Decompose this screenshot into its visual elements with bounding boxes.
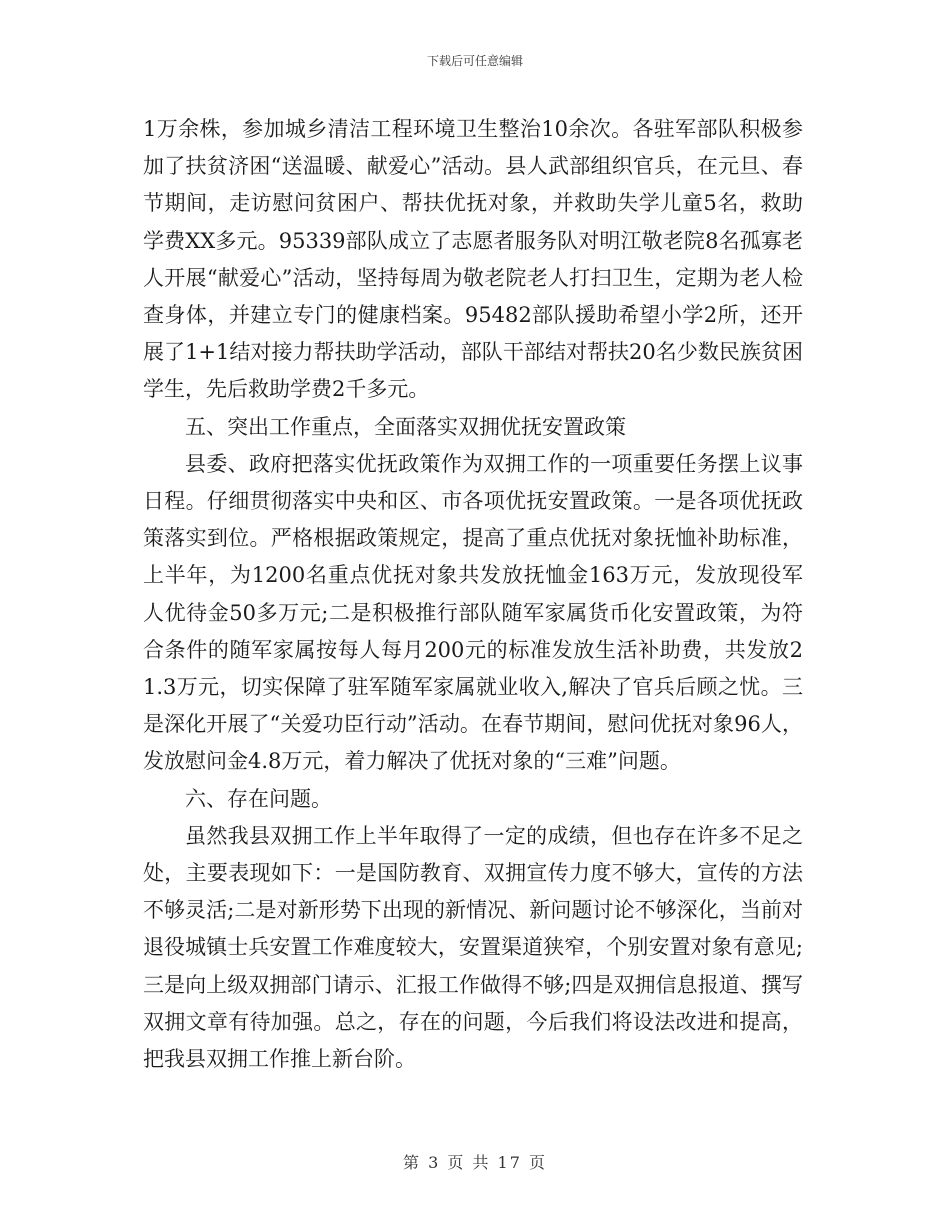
paragraph-continuation: 1万余株，参加城乡清洁工程环境卫生整治10余次。各驻军部队积极参加了扶贫济困“送温暖、献爱心”活动。县人武部组织官兵，在元旦、春节期间，走访慰问贫困户、帮扶优抚对象，并救助失学儿童5名，救助学费XX多元。95339部队成立了志愿者服务队对明江敬老院8名孤寡老人开展“献爱心”活动，坚持每周为敬老院老人打扫卫生，定期为老人检查身体，并建立专门的健康档案。95482部队援助希望小学2所，还开展了1+1结对接力帮扶助学活动，部队干部结对帮扶20名少数民族贫困学生，先后救助学费2千多元。 <box>143 117 803 402</box>
document-body <box>143 111 803 1078</box>
paragraph-problems: 虽然我县双拥工作上半年取得了一定的成绩，但也存在许多不足之处，主要表现如下：一是国防教育、双拥宣传力度不够大，宣传的方法不够灵活;二是对新形势下出现的新情况、新问题讨论不够深化，当前对退役城镇士兵安置工作难度较大，安置渠道狭窄，个别安置对象有意见;三是向上级双拥部门请示、汇报工作做得不够;四是双拥信息报道、撰写双拥文章有待加强。总之，存在的问题，今后我们将设法改进和提高，把我县双拥工作推上新台阶。 <box>143 823 803 1072</box>
section-heading-six: 六、存在问题。 <box>185 786 332 811</box>
page-header-note: 下载后可任意编辑 <box>426 54 523 68</box>
section-heading-five: 五、突出工作重点，全面落实双拥优抚安置政策 <box>185 414 626 439</box>
paragraph-policy: 县委、政府把落实优抚政策作为双拥工作的一项重要任务摆上议事日程。仔细贯彻落实中央和区、市各项优抚安置政策。一是各项优抚政策落实到位。严格根据政策规定，提高了重点优抚对象抚恤补助标准，上半年，为1200名重点优抚对象共发放抚恤金163万元，发放现役军人优待金50多万元;二是积极推行部队随军家属货币化安置政策，为符合条件的随军家属按每人每月200元的标准发放生活补助费，共发放21.3万元，切实保障了驻军随军家属就业收入,解决了官兵后顾之忧。三是深化开展了“关爱功臣行动”活动。在春节期间，慰问优抚对象96人，发放慰问金4.8万元，着力解决了优抚对象的“三难”问题。 <box>143 451 803 774</box>
page-number: 第 3 页 共 17 页 <box>403 1153 547 1172</box>
